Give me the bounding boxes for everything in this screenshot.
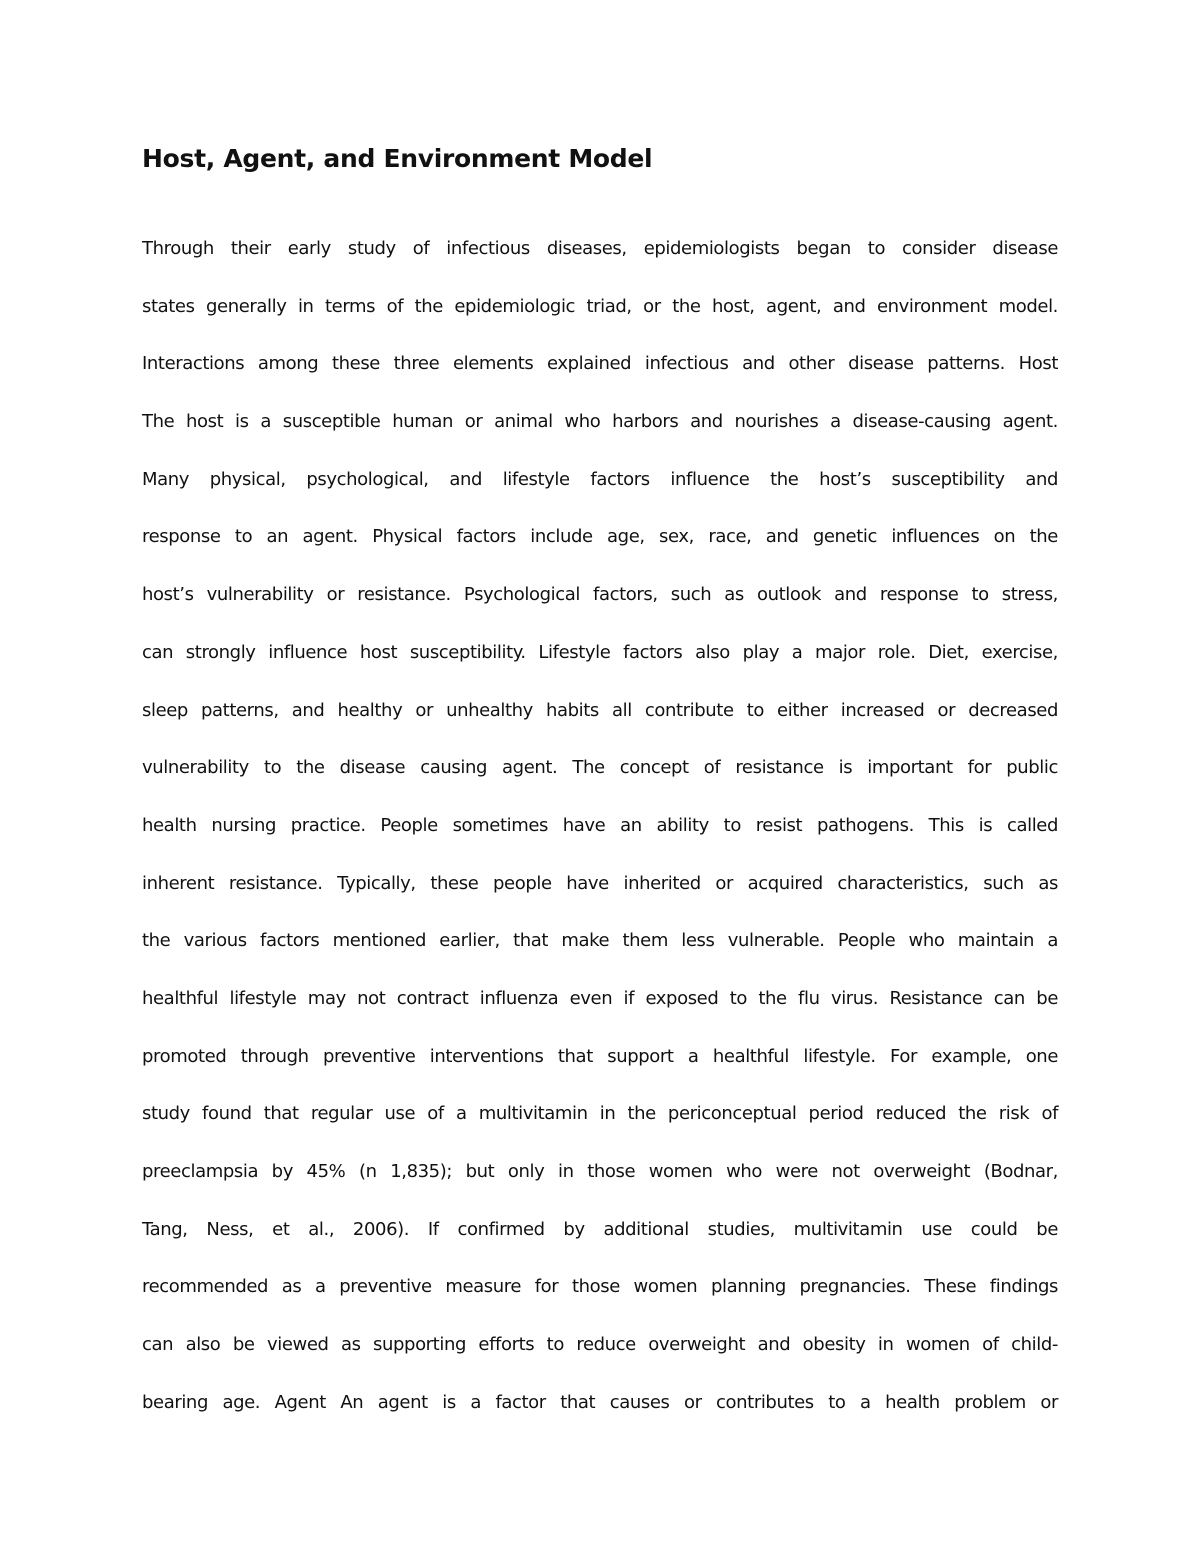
- text-line: response to an agent. Physical factors include age, sex, race, and genetic influences on the: [142, 526, 1058, 548]
- text-line: host’s vulnerability or resistance. Psychological factors, such as outlook and response to stress,: [142, 584, 1058, 606]
- text-line: health nursing practice. People sometimes have an ability to resist pathogens. This is called: [142, 814, 1058, 836]
- text-line: the various factors mentioned earlier, that make them less vulnerable. People who maintain a: [142, 930, 1058, 952]
- text-line: Interactions among these three elements explained infectious and other disease patterns. Host: [142, 353, 1058, 375]
- text-line: bearing age. Agent An agent is a factor that causes or contributes to a health problem or: [142, 1391, 1058, 1413]
- text-line: can also be viewed as supporting efforts to reduce overweight and obesity in women of child-: [142, 1334, 1058, 1356]
- document-title: Host, Agent, and Environment Model: [142, 144, 653, 173]
- text-line: healthful lifestyle may not contract influenza even if exposed to the flu virus. Resistance can be: [142, 987, 1058, 1009]
- text-line: preeclampsia by 45% (n 1,835); but only in those women who were not overweight (Bodnar,: [142, 1161, 1058, 1182]
- text-line: vulnerability to the disease causing agent. The concept of resistance is important for public: [142, 757, 1058, 779]
- text-line: Tang, Ness, et al., 2006). If confirmed by additional studies, multivitamin use could be: [142, 1218, 1058, 1240]
- text-line: sleep patterns, and healthy or unhealthy habits all contribute to either increased or decreased: [142, 699, 1058, 721]
- body-paragraph: [142, 234, 1058, 1445]
- text-line: inherent resistance. Typically, these people have inherited or acquired characteristics, such as: [142, 872, 1058, 894]
- text-line: Through their early study of infectious diseases, epidemiologists began to consider disease: [142, 238, 1058, 259]
- text-line: study found that regular use of a multivitamin in the periconceptual period reduced the risk of: [142, 1103, 1058, 1125]
- text-line: promoted through preventive interventions that support a healthful lifestyle. For example, one: [142, 1045, 1058, 1067]
- text-line: states generally in terms of the epidemiologic triad, or the host, agent, and environment model.: [142, 295, 1058, 317]
- text-line: Many physical, psychological, and lifestyle factors influence the host’s susceptibility and: [142, 468, 1058, 490]
- text-line: can strongly influence host susceptibility. Lifestyle factors also play a major role. Diet, exercise,: [142, 641, 1058, 663]
- text-line: The host is a susceptible human or animal who harbors and nourishes a disease-causing agent.: [142, 411, 1058, 433]
- text-line: recommended as a preventive measure for those women planning pregnancies. These findings: [142, 1276, 1058, 1298]
